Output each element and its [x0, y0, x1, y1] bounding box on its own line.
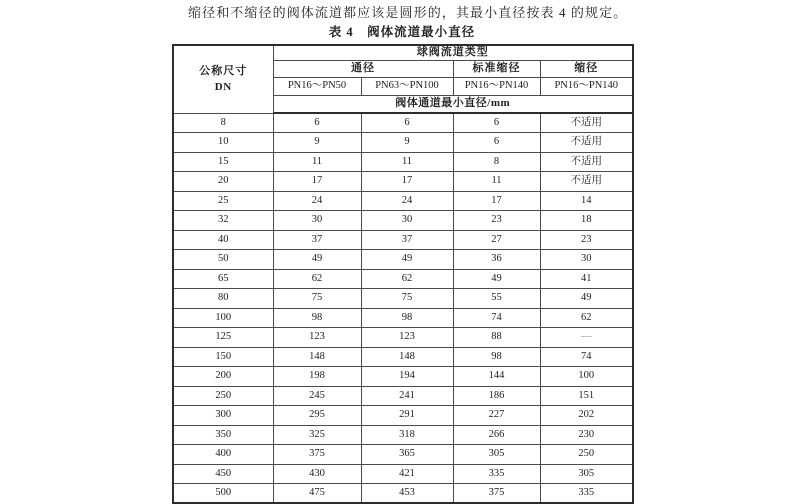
table-row [173, 445, 633, 465]
value-cell: 62 [540, 308, 633, 328]
value-cell: 不适用 [540, 172, 633, 192]
value-cell: 202 [540, 406, 633, 426]
table-row [173, 230, 633, 250]
value-cell: 123 [361, 328, 453, 348]
value-cell: 36 [453, 250, 540, 270]
value-cell: 430 [273, 464, 361, 484]
value-cell: 151 [540, 386, 633, 406]
table-row [173, 191, 633, 211]
value-cell: 55 [453, 289, 540, 309]
value-cell: 37 [361, 230, 453, 250]
value-cell: 148 [361, 347, 453, 367]
header-row-group [173, 45, 633, 60]
value-cell: 不适用 [540, 133, 633, 153]
dn-cell: 10 [173, 133, 273, 153]
value-cell: 98 [273, 308, 361, 328]
value-cell: 6 [453, 113, 540, 133]
value-cell: 11 [273, 152, 361, 172]
value-cell: 9 [361, 133, 453, 153]
dn-cell: 450 [173, 464, 273, 484]
value-cell: 335 [540, 484, 633, 504]
value-cell: 8 [453, 152, 540, 172]
table-row [173, 347, 633, 367]
value-cell: 295 [273, 406, 361, 426]
table-row [173, 172, 633, 192]
dn-cell: 25 [173, 191, 273, 211]
value-cell: 49 [361, 250, 453, 270]
table-row [173, 386, 633, 406]
value-cell: 62 [361, 269, 453, 289]
value-cell: 30 [273, 211, 361, 231]
col-header-pn63-pn100: PN63～PN100 [361, 77, 453, 95]
value-cell: 325 [273, 425, 361, 445]
dn-cell: 8 [173, 113, 273, 133]
value-cell: 14 [540, 191, 633, 211]
col-header-standard-reduced-bore: 标准缩径 [453, 60, 540, 77]
value-cell: 17 [453, 191, 540, 211]
dn-cell: 500 [173, 484, 273, 504]
table-row [173, 133, 633, 153]
col-header-reduced-bore: 缩径 [540, 60, 633, 77]
dn-cell: 50 [173, 250, 273, 270]
value-cell: 227 [453, 406, 540, 426]
table-row [173, 289, 633, 309]
dn-cell: 200 [173, 367, 273, 387]
col-header-valve-flow-type: 球阀流道类型 [273, 45, 633, 60]
dn-cell: 350 [173, 425, 273, 445]
value-cell: 24 [361, 191, 453, 211]
dn-cell: 150 [173, 347, 273, 367]
value-cell: 23 [540, 230, 633, 250]
table-row [173, 367, 633, 387]
dn-cell: 250 [173, 386, 273, 406]
col-header-pn16-pn50: PN16～PN50 [273, 77, 361, 95]
dn-cell: 400 [173, 445, 273, 465]
table-row [173, 269, 633, 289]
table-body [173, 45, 633, 503]
value-cell: 30 [361, 211, 453, 231]
dn-cell: 32 [173, 211, 273, 231]
value-cell: 74 [453, 308, 540, 328]
table-row [173, 250, 633, 270]
value-cell: 6 [453, 133, 540, 153]
value-cell: 49 [453, 269, 540, 289]
value-cell: 365 [361, 445, 453, 465]
value-cell: 475 [273, 484, 361, 504]
value-cell: 11 [361, 152, 453, 172]
dn-cell: 300 [173, 406, 273, 426]
col-header-pn16-pn140-a: PN16～PN140 [453, 77, 540, 95]
table-title: 表 4 阀体流道最小直径 [328, 25, 476, 39]
value-cell: 318 [361, 425, 453, 445]
table-row [173, 152, 633, 172]
value-cell: 250 [540, 445, 633, 465]
value-cell: 186 [453, 386, 540, 406]
value-cell: 98 [361, 308, 453, 328]
value-cell: 198 [273, 367, 361, 387]
value-cell: 11 [453, 172, 540, 192]
table-row [173, 484, 633, 504]
value-cell: 18 [540, 211, 633, 231]
value-cell: 62 [273, 269, 361, 289]
value-cell: 148 [273, 347, 361, 367]
value-cell: 24 [273, 191, 361, 211]
value-cell: 305 [453, 445, 540, 465]
value-cell: — [540, 328, 633, 348]
value-cell: 23 [453, 211, 540, 231]
table-row [173, 211, 633, 231]
dn-label: DN [214, 80, 232, 93]
value-cell: 335 [453, 464, 540, 484]
value-cell: 6 [361, 113, 453, 133]
col-header-nominal-size [173, 45, 273, 113]
dn-cell: 100 [173, 308, 273, 328]
value-cell: 230 [540, 425, 633, 445]
value-cell: 123 [273, 328, 361, 348]
nominal-size-label: 公称尺寸 [199, 65, 248, 78]
value-cell: 98 [453, 347, 540, 367]
intro-paragraph: 缩径和不缩径的阀体流道都应该是圆形的，其最小直径按表 4 的规定。 [188, 5, 628, 20]
value-cell: 49 [540, 289, 633, 309]
col-header-pn16-pn140-b: PN16～PN140 [540, 77, 633, 95]
value-cell: 37 [273, 230, 361, 250]
min-bore-diameter-table [172, 44, 634, 504]
value-cell: 74 [540, 347, 633, 367]
value-cell: 6 [273, 113, 361, 133]
table-row [173, 113, 633, 133]
value-cell: 245 [273, 386, 361, 406]
value-cell: 421 [361, 464, 453, 484]
table-row [173, 328, 633, 348]
table-row [173, 464, 633, 484]
table-row [173, 425, 633, 445]
value-cell: 375 [273, 445, 361, 465]
value-cell: 9 [273, 133, 361, 153]
value-cell: 17 [361, 172, 453, 192]
value-cell: 不适用 [540, 113, 633, 133]
value-cell: 194 [361, 367, 453, 387]
dn-cell: 40 [173, 230, 273, 250]
value-cell: 305 [540, 464, 633, 484]
dn-cell: 20 [173, 172, 273, 192]
dn-cell: 15 [173, 152, 273, 172]
table-row [173, 406, 633, 426]
value-cell: 75 [273, 289, 361, 309]
value-cell: 27 [453, 230, 540, 250]
dn-cell: 80 [173, 289, 273, 309]
col-header-full-bore: 通径 [273, 60, 453, 77]
dn-cell: 125 [173, 328, 273, 348]
value-cell: 144 [453, 367, 540, 387]
value-cell: 75 [361, 289, 453, 309]
value-cell: 30 [540, 250, 633, 270]
value-cell: 49 [273, 250, 361, 270]
value-cell: 41 [540, 269, 633, 289]
value-cell: 266 [453, 425, 540, 445]
value-cell: 241 [361, 386, 453, 406]
document-page [172, 5, 632, 504]
value-cell: 100 [540, 367, 633, 387]
dn-cell: 65 [173, 269, 273, 289]
value-cell: 不适用 [540, 152, 633, 172]
value-cell: 453 [361, 484, 453, 504]
value-cell: 88 [453, 328, 540, 348]
value-cell: 375 [453, 484, 540, 504]
value-cell: 291 [361, 406, 453, 426]
value-cell: 17 [273, 172, 361, 192]
col-header-unit: 阀体通道最小直径/mm [273, 95, 633, 113]
table-row [173, 308, 633, 328]
